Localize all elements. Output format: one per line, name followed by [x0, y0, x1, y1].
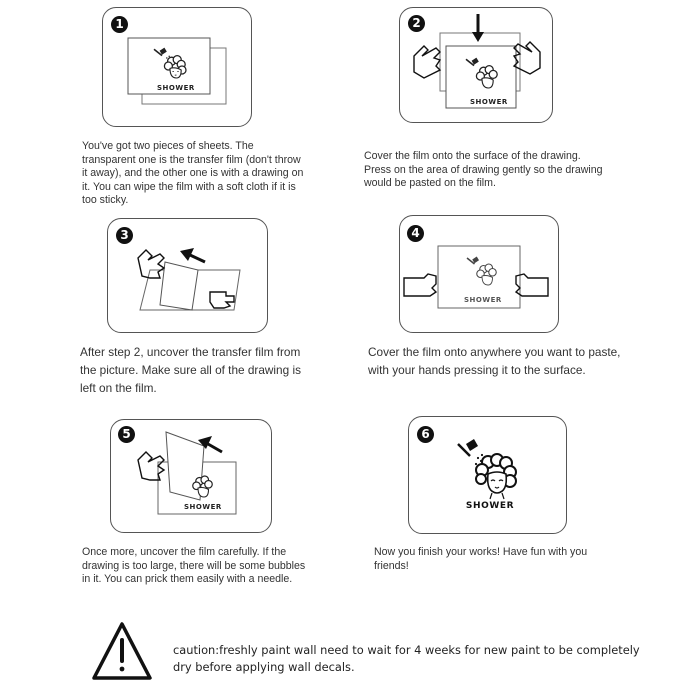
step-3-caption: After step 2, uncover the transfer film from the picture. Make sure all of the drawing is left on the film.: [80, 345, 301, 395]
shower-label: SHOWER: [184, 503, 222, 511]
step-2-caption: Cover the film onto the surface of the drawing. Press on the area of drawing gently so the drawing would be pasted on the film.: [364, 150, 603, 190]
step-6-caption: Now you finish your works! Have fun with you friends!: [374, 546, 588, 572]
step-5-number: 5: [118, 426, 135, 443]
shower-label: SHOWER: [465, 501, 515, 511]
step-5-caption: Once more, uncover the film carefully. If the drawing is too large, there will be some bubbles in it. You can prick them easily with a needle.: [82, 546, 306, 586]
step-2-number: 2: [408, 15, 425, 32]
step-1-caption: You've got two pieces of sheets. The transparent one is the transfer film (don't throw it away), and the other one is with a drawing on it. You can wipe the film with a soft cloth if it is too sticky.: [82, 140, 304, 207]
step-4-number: 4: [407, 225, 424, 242]
warning-triangle-icon: [94, 624, 150, 678]
step-1-number: 1: [111, 16, 128, 33]
caution-text: caution:freshly paint wall need to wait for 4 weeks for new paint to be completely dry before applying wall decals.: [173, 643, 640, 674]
step-3-number: 3: [116, 227, 133, 244]
step-6-number: 6: [417, 426, 434, 443]
shower-label: SHOWER: [470, 98, 508, 106]
shower-label: SHOWER: [464, 296, 502, 304]
step-4-caption: Cover the film onto anywhere you want to paste, with your hands pressing it to the surface.: [368, 345, 621, 377]
shower-label: SHOWER: [157, 84, 195, 92]
